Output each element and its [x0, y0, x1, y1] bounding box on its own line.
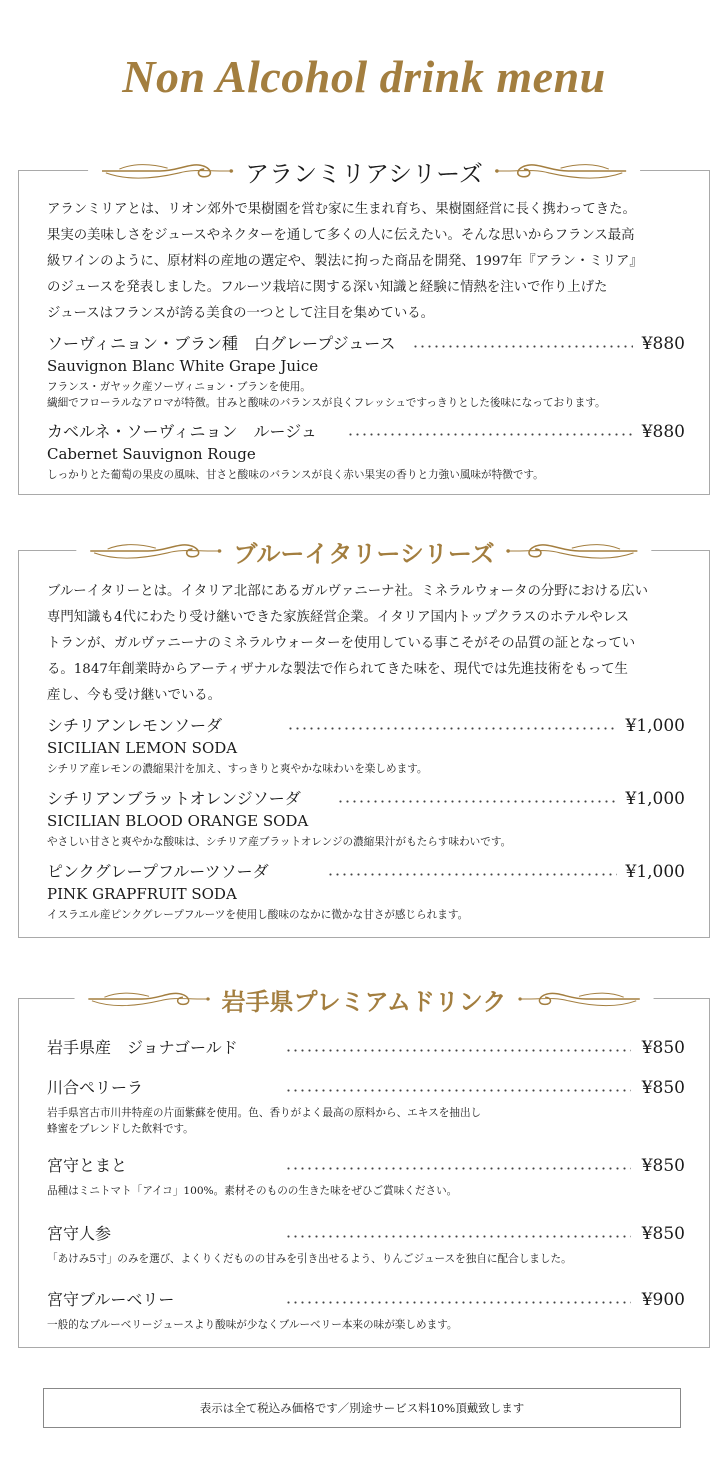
item-description — [47, 1105, 685, 1137]
item-description — [47, 379, 685, 411]
item-english-name: Cabernet Sauvignon Rouge — [47, 445, 256, 463]
item-price: ¥900 — [641, 1290, 685, 1310]
intro-line: ジュースはフランスが誇る美食の一つとして注目を集めている。 — [47, 306, 434, 321]
desc-line: 岩手県宮古市川井特産の片面紫蘇を使用。色、香りがよく最高の原料から、エキスを抽出し — [47, 1107, 482, 1119]
item-price: ¥850 — [641, 1224, 685, 1244]
item-name: シチリアンブラットオレンジソーダ — [47, 788, 309, 810]
desc-line: 蜂蜜をブレンドした飲料です。 — [47, 1123, 194, 1135]
flourish-right-icon — [505, 539, 640, 563]
menu-item — [47, 788, 685, 850]
item-name: 川合ペリーラ — [47, 1077, 151, 1099]
desc-line: しっかりとた葡萄の果皮の風味、甘さと酸味のバランスが良く赤い果実の香りと力強い風味が特徴です。 — [47, 469, 544, 481]
intro-line: 果実の美味しさをジュースやネクターを通して多くの人に伝えたい。そんな思いからフランス最高 — [47, 228, 635, 243]
item-english-name: SICILIAN BLOOD ORANGE SODA — [47, 812, 309, 830]
dot-leader — [347, 433, 633, 436]
item-price: ¥1,000 — [625, 862, 685, 882]
menu-item — [47, 1223, 685, 1267]
desc-line: シチリア産レモンの濃縮果汁を加え、すっきりと爽やかな味わいを楽しめます。 — [47, 763, 428, 775]
item-name: 岩手県産 ジョナゴールド — [47, 1037, 246, 1059]
section-iwate-premium — [18, 986, 710, 1348]
item-name: 宮守ブルーベリー — [47, 1289, 182, 1311]
section-intro — [47, 579, 687, 709]
section-header — [88, 149, 640, 193]
flourish-left-icon — [100, 159, 235, 183]
desc-line: 「あけみ5寸」のみを選び、よくりくだものの甘みを引き出せるよう、りんごジュースを独自に配合しました。 — [47, 1253, 572, 1265]
item-price: ¥850 — [641, 1078, 685, 1098]
item-description — [47, 1317, 685, 1333]
item-description — [47, 834, 685, 850]
intro-line: ブルーイタリーとは。イタリア北部にあるガルヴァニーナ社。ミネラルウォータの分野における広い — [47, 584, 648, 599]
dot-leader — [337, 800, 617, 803]
menu-item — [47, 1155, 685, 1199]
desc-line: 一般的なブルーベリージュースより酸味が少なくブルーベリー本来の味が楽しめます。 — [47, 1319, 458, 1331]
item-name: ソーヴィニョン・ブラン種 白グレープジュース — [47, 333, 403, 355]
menu-item — [47, 333, 685, 411]
dot-leader — [285, 1089, 631, 1092]
item-name: 宮守とまと — [47, 1155, 135, 1177]
desc-line: フランス・ガヤック産ソーヴィニョン・ブランを使用。 — [47, 381, 311, 393]
item-description — [47, 907, 685, 923]
section-blue-italy — [18, 538, 710, 938]
intro-line: 級ワインのように、原材料の産地の選定や、製法に拘った商品を開発、1997年『アラン・ミリア』 — [47, 254, 643, 269]
item-description — [47, 1251, 685, 1267]
item-price: ¥850 — [641, 1156, 685, 1176]
dot-leader — [412, 345, 633, 348]
intro-line: る。1847年創業時からアーティザナルな製法で作られてきた味を、現代では先進技術をもって生 — [47, 662, 628, 677]
dot-leader — [287, 727, 617, 730]
flourish-left-icon — [88, 539, 223, 563]
item-description — [47, 467, 685, 483]
item-english-name: SICILIAN LEMON SODA — [47, 739, 238, 757]
item-description — [47, 761, 685, 777]
section-header — [76, 529, 651, 573]
item-english-name: PINK GRAPFRUIT SODA — [47, 885, 237, 903]
dot-leader — [285, 1167, 631, 1170]
intro-line: アランミリアとは、リオン郊外で果樹園を営む家に生まれ育ち、果樹園経営に長く携わってきた。 — [47, 202, 636, 217]
dot-leader — [285, 1049, 631, 1052]
desc-line: イスラエル産ピンクグレープフルーツを使用し酸味のなかに微かな甘さが感じられます。 — [47, 909, 469, 921]
menu-item — [47, 1037, 685, 1061]
item-price: ¥880 — [641, 422, 685, 442]
item-price: ¥1,000 — [625, 716, 685, 736]
desc-line: やさしい甘さと爽やかな酸味は、シチリア産ブラットオレンジの濃縮果汁がもたらす味わいです。 — [47, 836, 512, 848]
menu-item — [47, 1289, 685, 1333]
item-price: ¥1,000 — [625, 789, 685, 809]
intro-line: 専門知識も4代にわたり受け継いできた家族経営企業。イタリア国内トップクラスのホテルやレス — [47, 610, 630, 625]
section-alain-milliat — [18, 159, 710, 495]
flourish-left-icon — [87, 987, 212, 1011]
section-title: アランミリアシリーズ — [245, 159, 483, 188]
item-description — [47, 1183, 685, 1199]
intro-line: トランが、ガルヴァニーナのミネラルウォーターを使用している事こそがその品質の証となってい — [47, 636, 636, 651]
intro-line: のジュースを発表しました。フルーツ栽培に関する深い知識と経験に情熱を注いで作り上げた — [47, 280, 608, 295]
item-english-name: Sauvignon Blanc White Grape Juice — [47, 357, 319, 375]
item-price: ¥880 — [641, 334, 685, 354]
menu-item — [47, 421, 685, 483]
desc-line: 品種はミニトマト「アイコ」100%。素材そのものの生きた味をぜひご賞味ください。 — [47, 1185, 458, 1197]
item-name: シチリアンレモンソーダ — [47, 715, 230, 737]
item-name: カベルネ・ソーヴィニョン ルージュ — [47, 421, 325, 443]
menu-item — [47, 1077, 685, 1137]
dot-leader — [285, 1301, 631, 1304]
item-name: 宮守人参 — [47, 1223, 119, 1245]
section-header — [75, 977, 654, 1021]
item-price: ¥850 — [641, 1038, 685, 1058]
section-intro — [47, 197, 687, 327]
dot-leader — [327, 873, 617, 876]
section-title: ブルーイタリーシリーズ — [233, 538, 495, 568]
footer-note: 表示は全て税込み価格です／別途サービス料10%頂戴致します — [43, 1388, 681, 1428]
dot-leader — [285, 1235, 631, 1238]
intro-line: 産し、今も受け継いでいる。 — [47, 688, 222, 703]
menu-item — [47, 861, 685, 923]
page-title: Non Alcohol drink menu — [122, 51, 606, 102]
flourish-right-icon — [493, 159, 628, 183]
item-name: ピンクグレープフルーツソーダ — [47, 861, 277, 883]
flourish-right-icon — [516, 987, 641, 1011]
section-title: 岩手県プレミアムドリンク — [221, 986, 507, 1016]
menu-item — [47, 715, 685, 777]
desc-line: 繊細でフローラルなアロマが特徴。甘みと酸味のバランスが良くフレッシュですっきりとした後味になっております。 — [47, 397, 606, 409]
